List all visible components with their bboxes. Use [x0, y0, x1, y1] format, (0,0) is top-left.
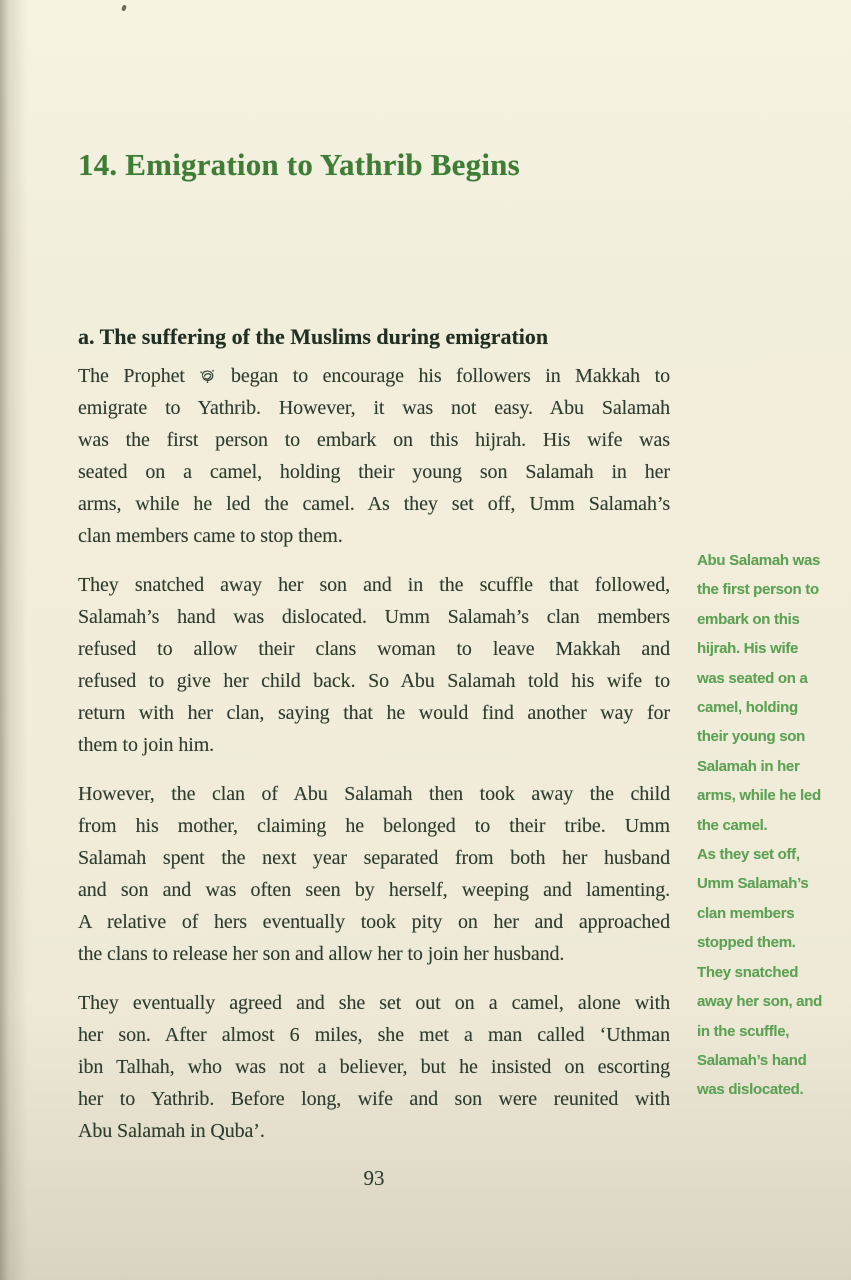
- text-line: emigrate to Yathrib. However, it was not easy. Abu Salamah: [78, 397, 670, 419]
- body-paragraphs: [78, 360, 670, 1164]
- sidebar-note-line: in the scuffle,: [697, 1022, 790, 1040]
- paragraph: [78, 360, 670, 552]
- text-line: Salamah spent the next year separated from both her husband: [78, 847, 670, 869]
- text-line: her to Yathrib. Before long, wife and son were reunited with: [78, 1088, 670, 1110]
- section-heading: a. The suffering of the Muslims during emigration: [78, 324, 549, 350]
- sidebar-note-line: clan members: [697, 904, 795, 922]
- sidebar-note: [697, 546, 847, 1105]
- text-line: They eventually agreed and she set out on a camel, alone with: [78, 992, 670, 1014]
- sidebar-note-line: hijrah. His wife: [697, 640, 799, 658]
- text-line: However, the clan of Abu Salamah then took away the child: [78, 783, 670, 805]
- text-line: refused to give her child back. So Abu Salamah told his wife to: [78, 670, 670, 692]
- text-line: her son. After almost 6 miles, she met a man called ‘Uthman: [78, 1024, 670, 1046]
- sidebar-note-line: embark on this: [697, 610, 800, 628]
- paragraph: [78, 987, 670, 1147]
- paragraph: [78, 569, 670, 761]
- text-line: them to join him.: [78, 734, 215, 756]
- text-line: refused to allow their clans woman to leave Makkah and: [78, 638, 670, 660]
- sidebar-note-line: Salamah’s hand: [697, 1051, 807, 1069]
- text-line: clan members came to stop them.: [78, 525, 343, 547]
- sidebar-note-line: As they set off,: [697, 846, 800, 864]
- text-line: Salamah’s hand was dislocated. Umm Salamah’s clan members: [78, 606, 670, 628]
- chapter-title: 14. Emigration to Yathrib Begins: [78, 146, 520, 182]
- sidebar-note-line: away her son, and: [697, 993, 822, 1011]
- text-line: from his mother, claiming he belonged to their tribe. Umm: [78, 815, 670, 837]
- sidebar-note-line: arms, while he led: [697, 787, 821, 805]
- sidebar-note-line: Umm Salamah’s: [697, 875, 809, 893]
- sidebar-note-line: the camel.: [697, 816, 768, 834]
- sidebar-note-line: was dislocated.: [697, 1081, 804, 1099]
- text-line: They snatched away her son and in the scuffle that followed,: [78, 574, 670, 596]
- text-line: The Prophet began to encourage his followers in Makkah to: [78, 365, 670, 387]
- paper-speck: [121, 5, 127, 12]
- sidebar-note-line: was seated on a: [697, 669, 808, 687]
- sidebar-note-line: They snatched: [697, 963, 799, 981]
- prophet-honorific-icon: [199, 368, 216, 384]
- sidebar-note-line: the first person to: [697, 581, 819, 599]
- sidebar-note-line: Salamah in her: [697, 757, 800, 775]
- text-line: and son and was often seen by herself, weeping and lamenting.: [78, 879, 670, 901]
- sidebar-note-line: their young son: [697, 728, 806, 746]
- sidebar-note-line: stopped them.: [697, 934, 796, 952]
- text-line: return with her clan, saying that he would find another way for: [78, 702, 670, 724]
- text-line: arms, while he led the camel. As they set off, Umm Salamah’s: [78, 493, 670, 515]
- text-line: was the first person to embark on this hijrah. His wife was: [78, 429, 670, 451]
- text-line: Abu Salamah in Quba’.: [78, 1120, 265, 1142]
- text-line: the clans to release her son and allow her to join her husband.: [78, 943, 565, 965]
- text-line: A relative of hers eventually took pity on her and approached: [78, 911, 670, 933]
- paragraph: [78, 778, 670, 970]
- page-number: 93: [363, 1166, 385, 1190]
- sidebar-note-line: Abu Salamah was: [697, 552, 821, 569]
- text-line: ibn Talhah, who was not a believer, but he insisted on escorting: [78, 1056, 670, 1078]
- sidebar-note-line: camel, holding: [697, 699, 798, 717]
- text-line: seated on a camel, holding their young son Salamah in her: [78, 461, 670, 483]
